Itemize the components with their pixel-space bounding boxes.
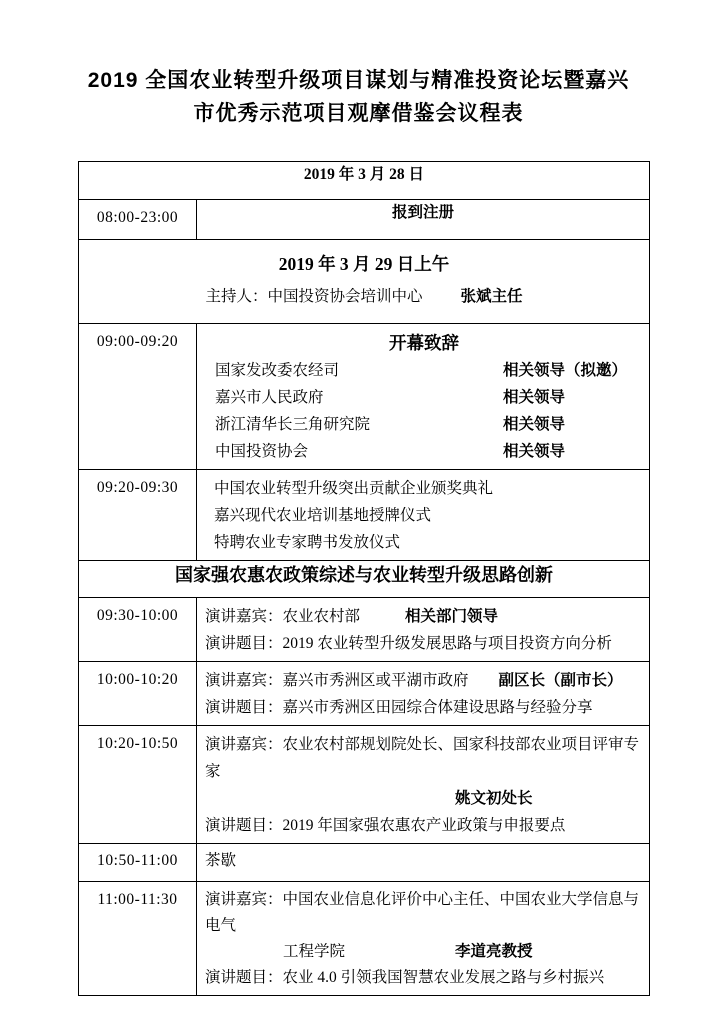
guest-org-continued: 工程学院 [283,943,346,960]
list-item [215,438,643,465]
table-row-talk2 [79,662,650,726]
day2-header: 2019 年 3 月 29 日上午 [278,254,450,274]
guest-name: 姚文初处长 [455,790,533,807]
topic-label: 演讲题目： [205,699,283,716]
page-title-line2: 市优秀示范项目观摩借鉴会议程表 [193,102,524,125]
talk4-cell [197,882,650,996]
guest-line [205,731,643,785]
opening-items [205,357,643,465]
time-cell: 11:00-11:30 [79,882,197,996]
guest-line-wrap [205,939,643,965]
person-name: 相关领导 [503,416,566,433]
table-row-day2-header [79,240,650,324]
time-cell: 09:20-09:30 [79,470,197,561]
guest-name: 副区长（副市长） [498,672,623,689]
guest-name: 李道亮教授 [455,943,533,960]
day1-header: 2019 年 3 月 28 日 [79,162,650,200]
person-name: 相关领导 [503,443,566,460]
host-label: 主持人：中国投资协会培训中心 [205,288,423,305]
org-name: 嘉兴市人民政府 [215,389,324,406]
page-title-line1: 2019 全国农业转型升级项目谋划与精准投资论坛暨嘉兴 [87,69,630,92]
topic-line [205,812,643,839]
org-name: 浙江清华长三角研究院 [215,416,371,433]
topic-text: 嘉兴市秀洲区田园综合体建设思路与经验分享 [282,699,593,716]
time-cell: 08:00-23:00 [79,200,197,240]
topic-label: 演讲题目： [205,635,283,652]
table-row-opening [79,324,650,470]
table-row-registration [79,200,650,240]
guest-label: 演讲嘉宾： [205,736,283,753]
list-item [215,411,643,438]
guest-org: 农业农村部 [282,608,361,625]
ceremony-line: 特聘农业专家聘书发放仪式 [214,534,401,551]
guest-line [205,667,643,694]
ceremony-line: 嘉兴现代农业培训基地授牌仪式 [214,507,432,524]
person-name: 相关领导 [503,389,566,406]
agenda-table [78,161,650,996]
guest-label: 演讲嘉宾： [205,891,283,908]
guest-org: 嘉兴市秀洲区或平湖市政府 [282,672,469,689]
tea-break-label: 茶歇 [205,852,237,869]
guest-line [205,603,643,630]
talk2-cell [197,662,650,726]
topic-label: 演讲题目： [205,817,283,834]
time-cell: 09:00-09:20 [79,324,197,470]
page-title [0,0,717,130]
guest-org: 农业农村部规划院处长、国家科技部农业项目评审专家 [205,736,640,780]
table-row-section-header [79,561,650,598]
host-line [79,279,649,312]
guest-org: 中国农业信息化评价中心主任、中国农业大学信息与电气 [205,891,640,934]
table-row-day1-header [79,162,650,200]
person-name: 相关领导（拟邀） [503,362,628,379]
table-row-talk1 [79,598,650,662]
opening-title: 开幕致辞 [389,333,459,353]
topic-text: 2019 年国家强农惠农产业政策与申报要点 [282,817,566,834]
registration-label: 报到注册 [197,200,650,240]
list-item [215,357,643,384]
topic-text: 农业 4.0 引领我国智慧农业发展之路与乡村振兴 [282,969,605,986]
guest-line [205,887,643,939]
ceremony-line: 中国农业转型升级突出贡献企业颁奖典礼 [214,480,494,497]
talk1-cell [197,598,650,662]
topic-text: 2019 农业转型升级发展思路与项目投资方向分析 [282,635,612,652]
table-row-tea-break [79,844,650,882]
topic-line [205,630,643,657]
topic-label: 演讲题目： [205,969,283,986]
time-cell: 10:00-10:20 [79,662,197,726]
talk3-cell [197,726,650,844]
guest-name: 相关部门领导 [405,608,499,625]
time-cell: 10:50-11:00 [79,844,197,882]
org-name: 中国投资协会 [215,443,309,460]
guest-label: 演讲嘉宾： [205,608,283,625]
table-row-ceremony [79,470,650,561]
opening-cell [197,324,650,470]
host-name: 张斌主任 [460,288,523,305]
topic-line [205,965,643,991]
guest-name-line [205,785,643,812]
table-row-talk3 [79,726,650,844]
time-cell: 10:20-10:50 [79,726,197,844]
tea-break-label-cell [197,844,650,882]
topic-line [205,694,643,721]
org-name: 国家发改委农经司 [215,362,340,379]
guest-label: 演讲嘉宾： [205,672,283,689]
list-item [215,384,643,411]
table-row-talk4 [79,882,650,996]
ceremony-cell [197,470,650,561]
time-cell: 09:30-10:00 [79,598,197,662]
section-title: 国家强农惠农政策综述与农业转型升级思路创新 [79,561,650,598]
day2-header-cell [79,240,650,324]
